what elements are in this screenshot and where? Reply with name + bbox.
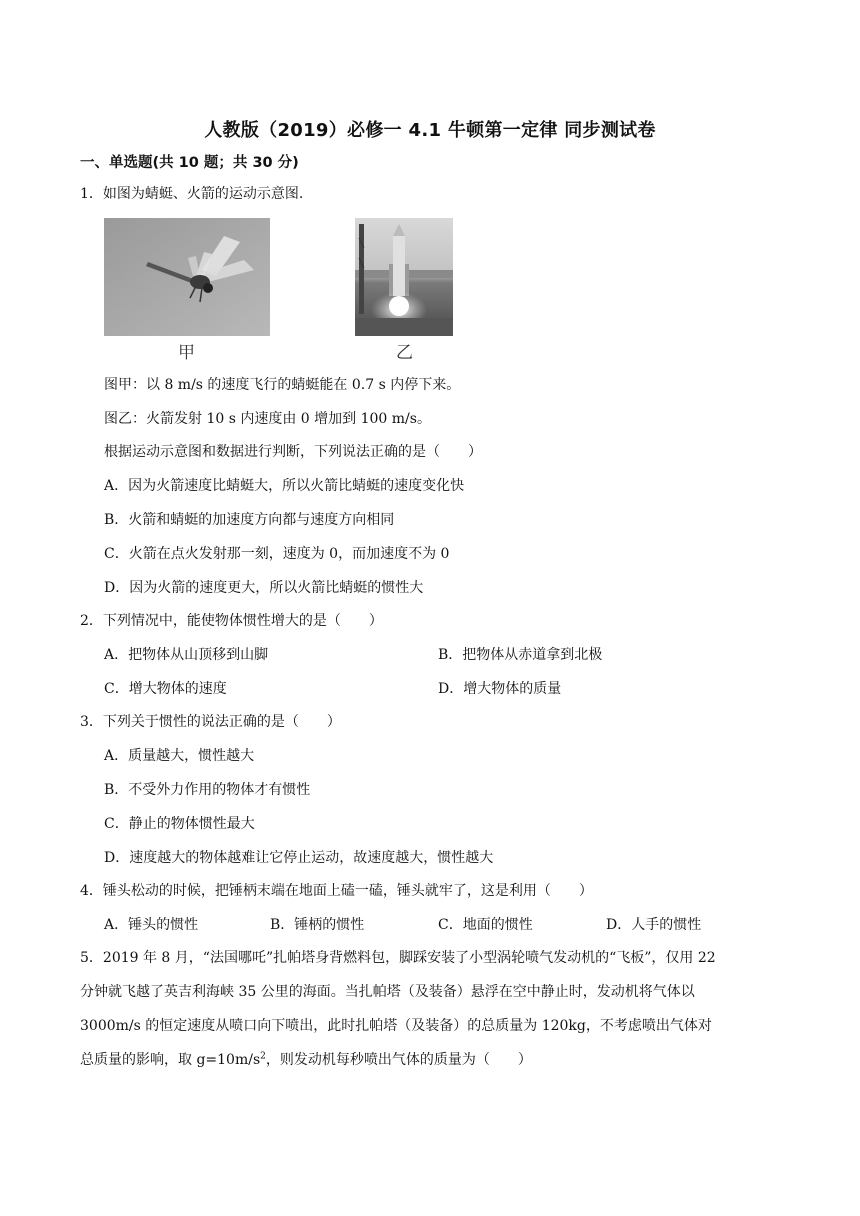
question-1-option-d: D．因为火箭的速度更大，所以火箭比蜻蜓的惯性大 (104, 580, 424, 596)
question-2-stem: 2．下列情况中，能使物体惯性增大的是（ ） (80, 613, 383, 629)
question-3-option-c: C．静止的物体惯性最大 (104, 816, 255, 832)
question-1-line-1: 图甲：以 8 m/s 的速度飞行的蜻蜓能在 0.7 s 内停下来。 (104, 377, 461, 393)
question-2-option-a: A．把物体从山顶移到山脚 (104, 647, 269, 663)
question-1-option-b: B．火箭和蜻蜓的加速度方向都与速度方向相同 (104, 512, 395, 528)
question-1-option-c: C．火箭在点火发射那一刻，速度为 0，而加速度不为 0 (104, 546, 450, 562)
question-5-line-1: 5．2019 年 8 月，“法国哪吒”扎帕塔身背燃料包，脚踩安装了小型涡轮喷气发动机的“飞板”，仅用 22 (80, 950, 716, 966)
page-title: 人教版（2019）必修一 4.1 牛顿第一定律 同步测试卷 (204, 120, 656, 141)
question-5-line-4-part-2: ，则发动机每秒喷出气体的质量为（ ） (265, 1052, 532, 1068)
rocket-figure (355, 218, 453, 336)
question-3-stem: 3．下列关于惯性的说法正确的是（ ） (80, 714, 341, 730)
dragonfly-image (104, 218, 270, 336)
question-4-stem: 4．锤头松动的时候，把锤柄末端在地面上磕一磕，锤头就牢了，这是利用（ ） (80, 883, 593, 899)
question-5-line-2: 分钟就飞越了英吉利海峡 35 公里的海面。当扎帕塔（及装备）悬浮在空中静止时，发动机将气体以 (80, 984, 695, 1000)
question-5-line-3: 3000m/s 的恒定速度从喷口向下喷出，此时扎帕塔（及装备）的总质量为 120kg，不考虑喷出气体对 (80, 1018, 712, 1034)
question-3-option-b: B．不受外力作用的物体才有惯性 (104, 782, 311, 798)
question-3-option-d: D．速度越大的物体越难让它停止运动，故速度越大，惯性越大 (104, 850, 494, 866)
question-5-line-4 (80, 1049, 532, 1069)
question-4-option-a: A．锤头的惯性 (104, 917, 199, 933)
section-heading: 一、单选题(共 10 题；共 30 分) (80, 155, 299, 171)
figure-a-caption: 甲 (178, 343, 195, 363)
question-4-option-b: B．锤柄的惯性 (270, 917, 365, 933)
question-1-stem: 1．如图为蜻蜓、火箭的运动示意图. (80, 186, 304, 202)
rocket-image (355, 218, 453, 336)
question-2-option-b: B．把物体从赤道拿到北极 (438, 647, 603, 663)
question-1-option-a: A．因为火箭速度比蜻蜓大，所以火箭比蜻蜓的速度变化快 (104, 478, 465, 494)
question-4-option-c: C．地面的惯性 (438, 917, 533, 933)
question-2-option-c: C．增大物体的速度 (104, 681, 227, 697)
question-2-option-d: D．增大物体的质量 (438, 681, 562, 697)
figure-b-caption: 乙 (396, 343, 413, 363)
exponent: 2 (260, 1051, 266, 1062)
dragonfly-figure (104, 218, 270, 336)
question-4-option-d: D．人手的惯性 (606, 917, 702, 933)
question-1-line-3: 根据运动示意图和数据进行判断，下列说法正确的是（ ） (104, 444, 482, 460)
question-3-option-a: A．质量越大，惯性越大 (104, 748, 255, 764)
question-5-line-4-part-1: 总质量的影响，取 g=10m/s (80, 1052, 261, 1068)
question-1-line-2: 图乙：火箭发射 10 s 内速度由 0 增加到 100 m/s。 (104, 411, 431, 427)
